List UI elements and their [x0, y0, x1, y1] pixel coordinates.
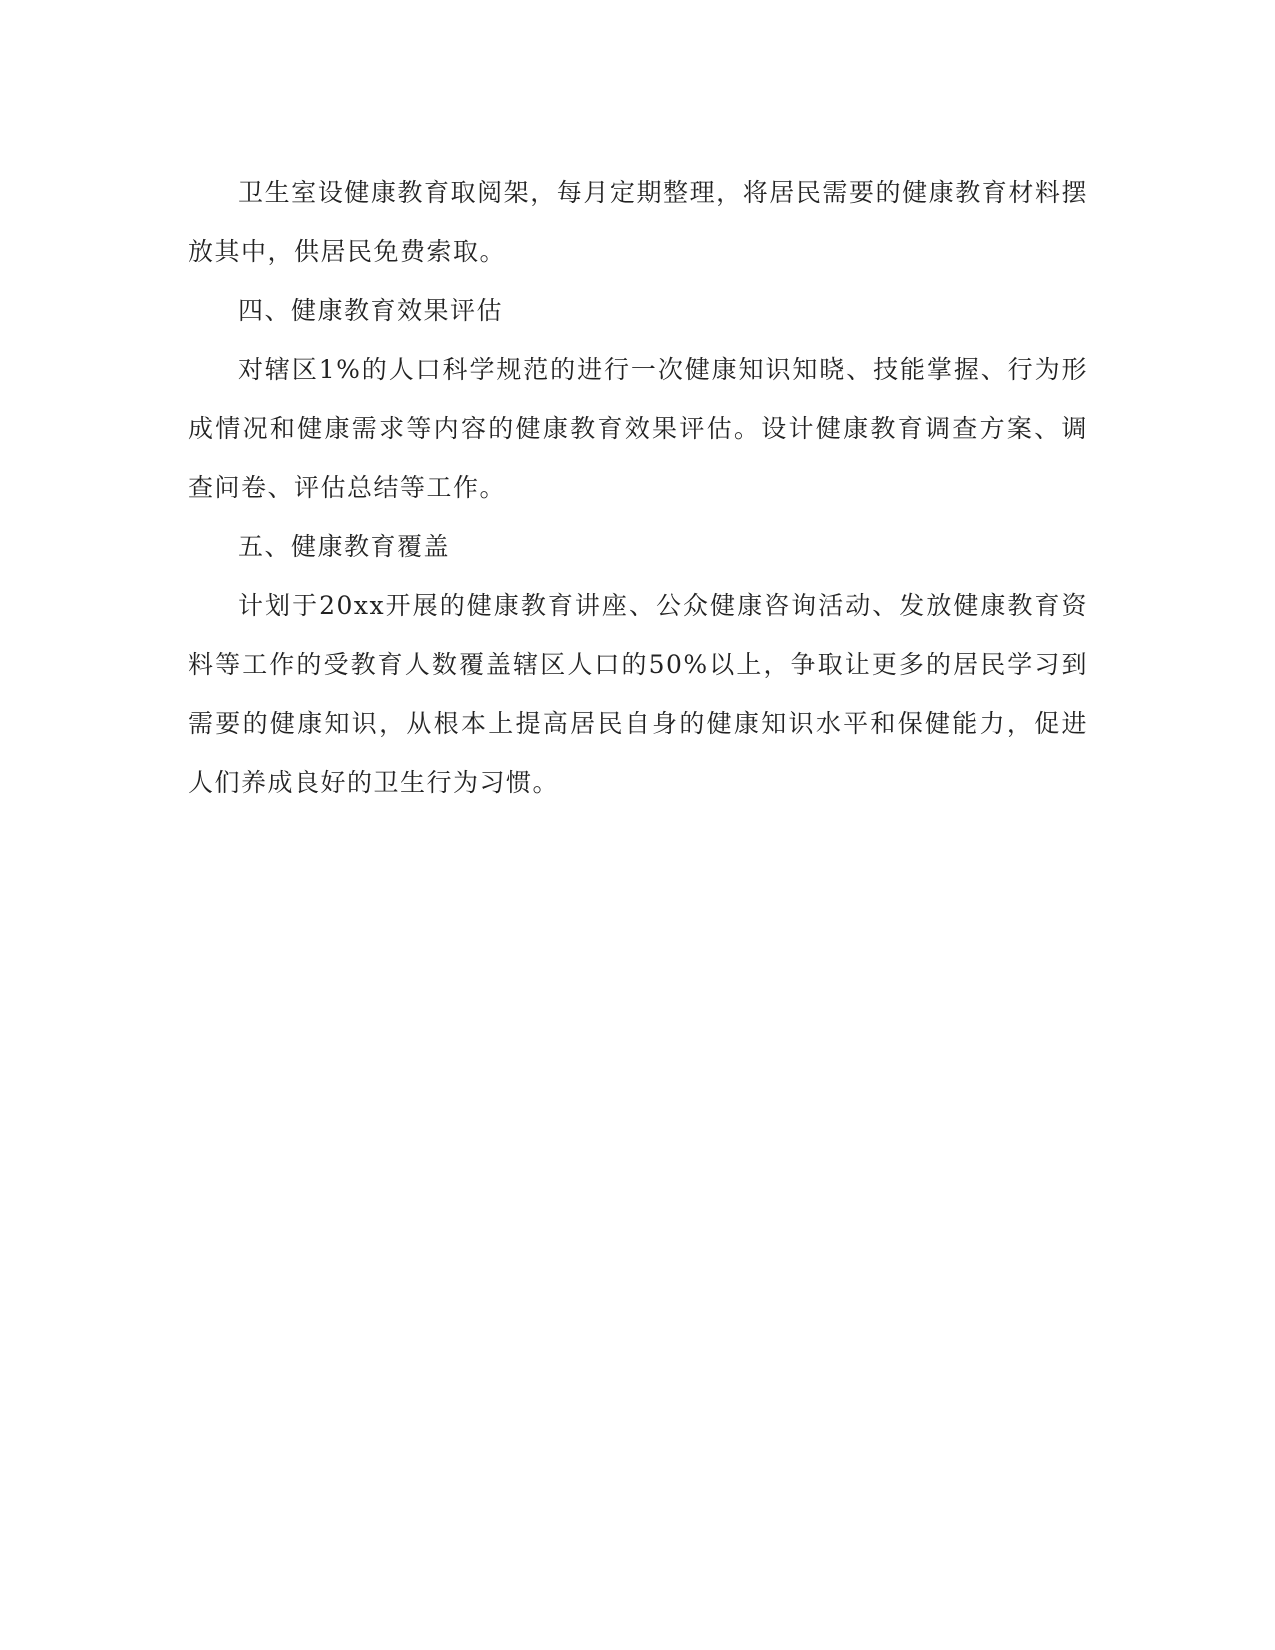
paragraph-coverage: 计划于20xx开展的健康教育讲座、公众健康咨询活动、发放健康教育资料等工作的受教育人数覆盖辖区人口的50%以上，争取让更多的居民学习到需要的健康知识，从根本上提高居民自身的健康知识水平和保健能力，促进人们养成良好的卫生行为习惯。 [188, 591, 1088, 797]
document-body [188, 163, 1088, 812]
paragraph-reading-rack: 卫生室设健康教育取阅架，每月定期整理，将居民需要的健康教育材料摆放其中，供居民免费索取。 [188, 178, 1088, 266]
paragraph-evaluation: 对辖区1%的人口科学规范的进行一次健康知识知晓、技能掌握、行为形成情况和健康需求等内容的健康教育效果评估。设计健康教育调查方案、调查问卷、评估总结等工作。 [188, 355, 1088, 502]
section-heading-coverage: 五、健康教育覆盖 [238, 532, 451, 561]
section-heading-evaluation: 四、健康教育效果评估 [238, 296, 504, 325]
